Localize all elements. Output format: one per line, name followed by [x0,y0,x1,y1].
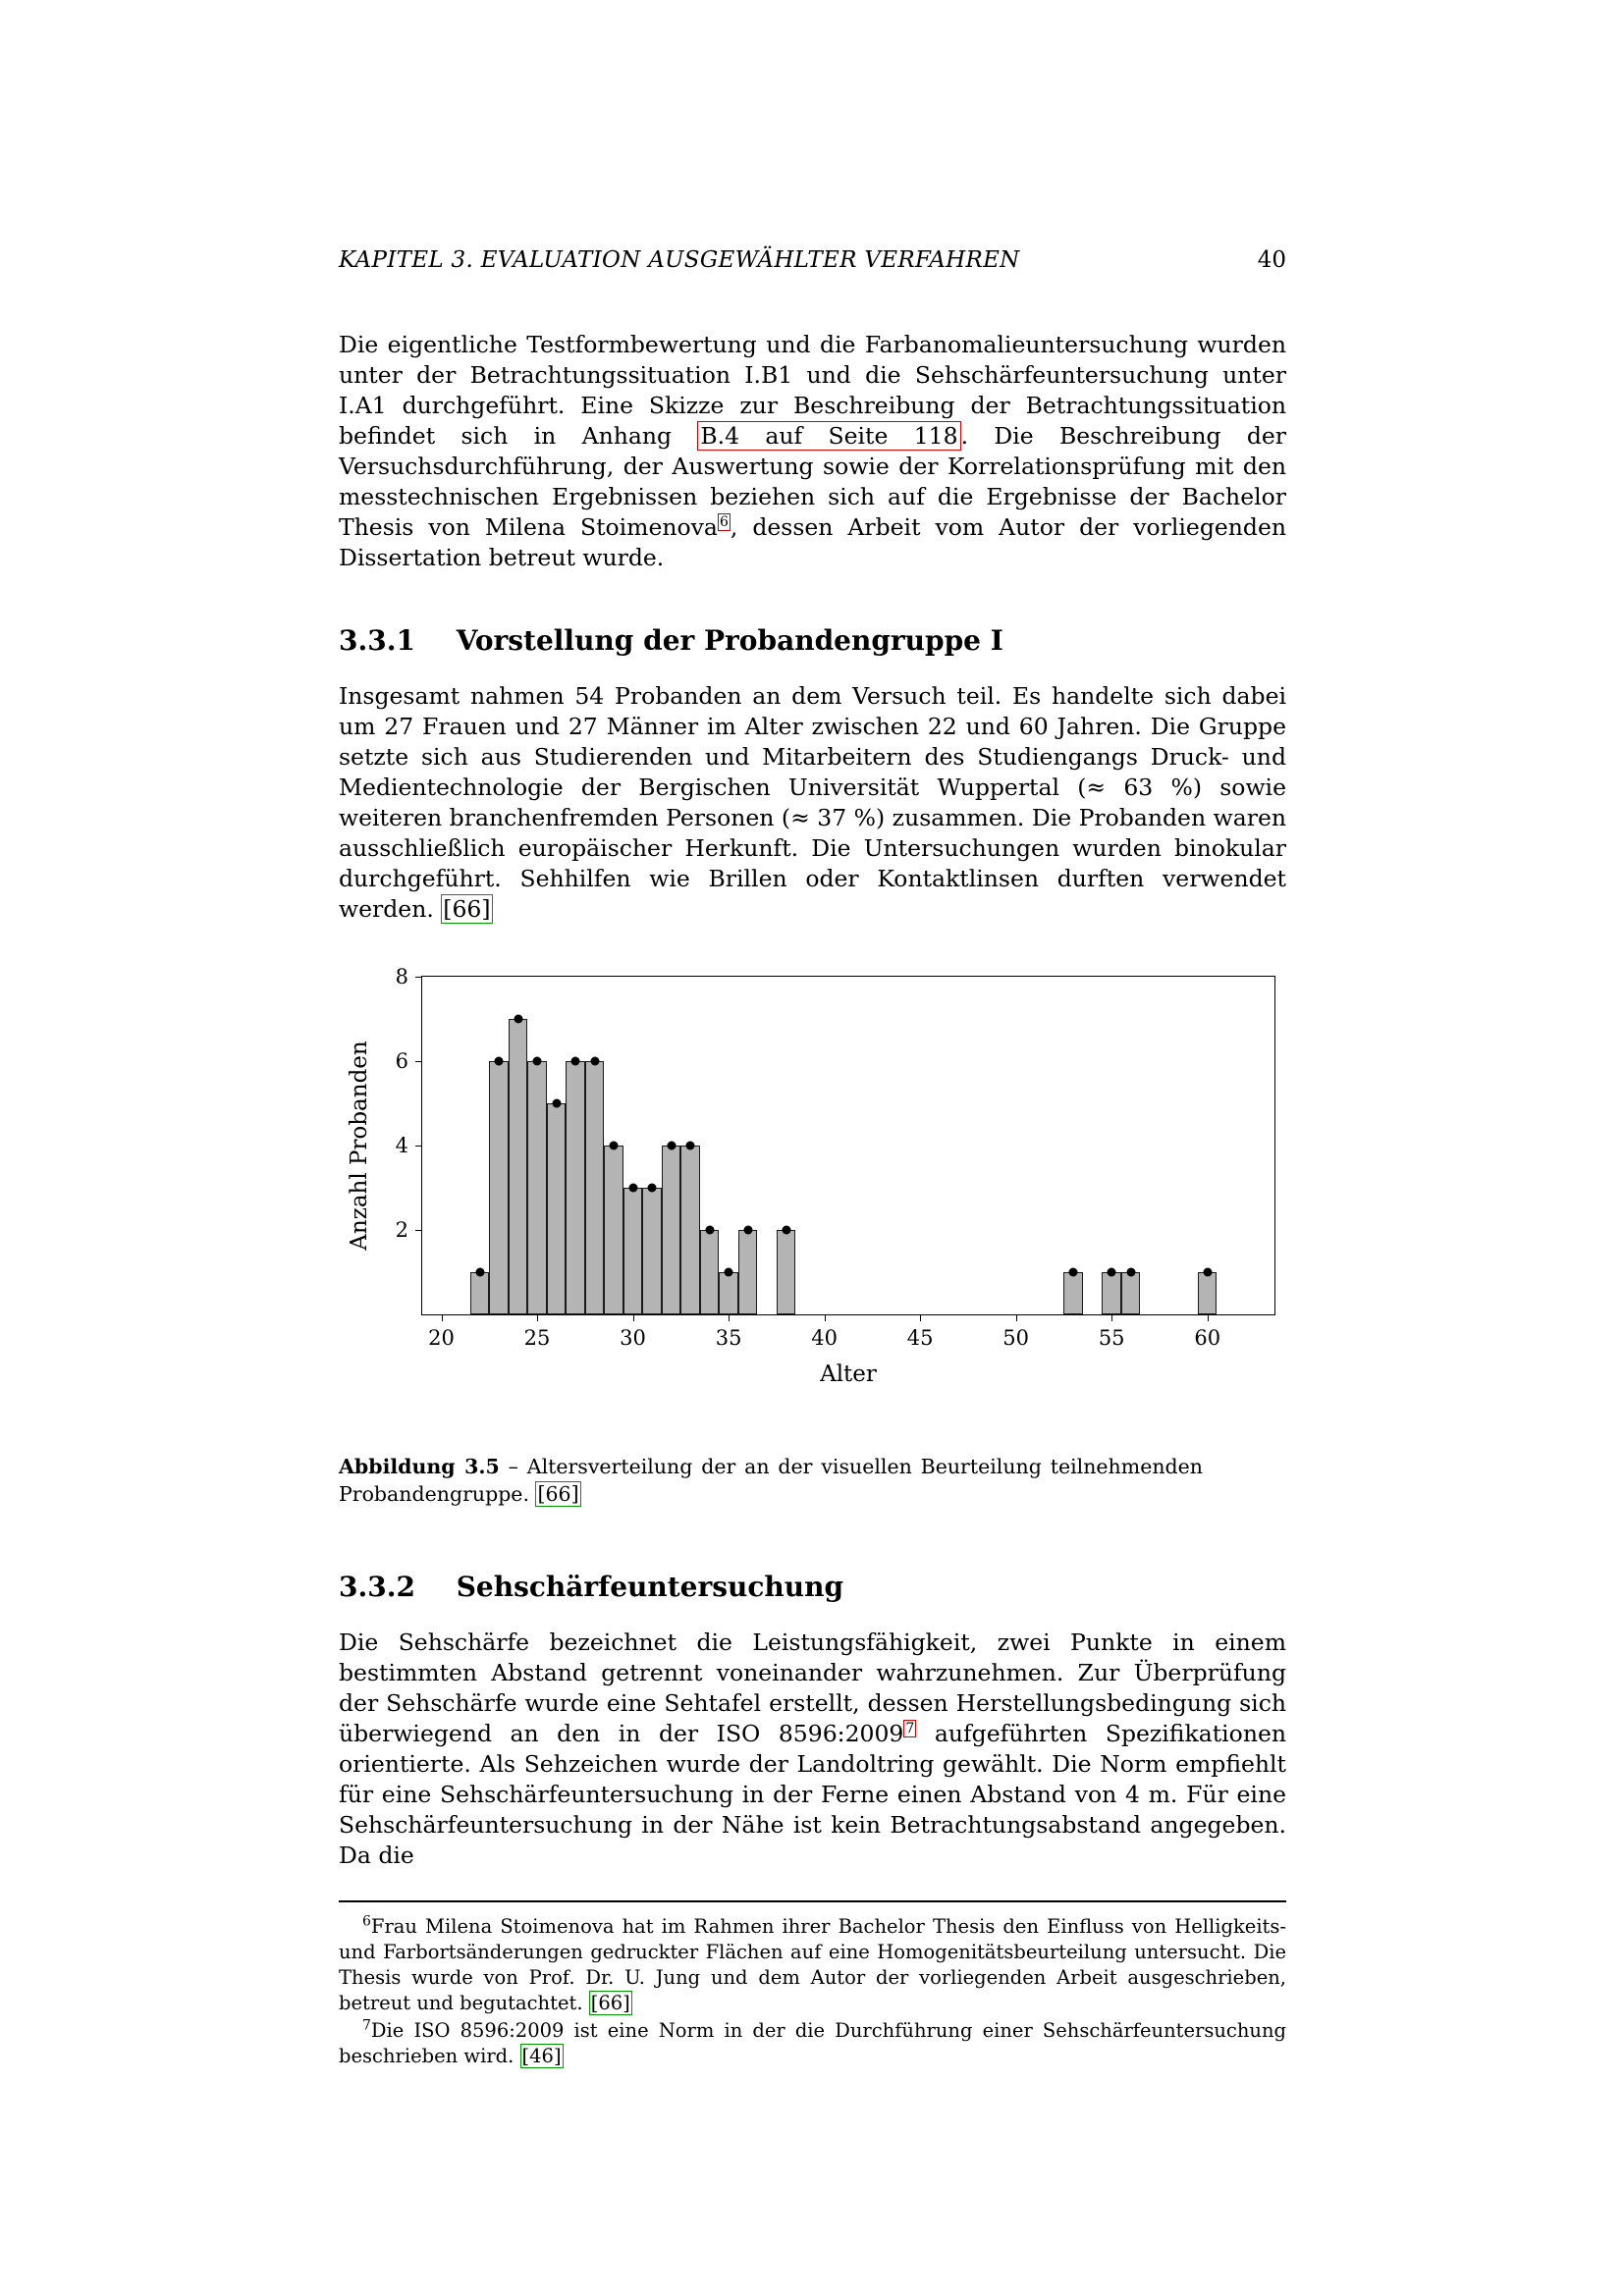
probanden-paragraph [339,681,1286,925]
section-heading-3-3-2 [339,1571,1286,1604]
x-tick-label: 60 [1194,1326,1221,1350]
reference-link[interactable]: [66] [443,895,491,923]
data-point-marker [495,1057,504,1066]
reference-link[interactable]: [66] [537,1482,579,1506]
text-segment: Frau Milena Stoimenova hat im Rahmen ihrer Bachelor Thesis den Einfluss von Helligkeits- und Farbortsänderungen gedruckter Flächen auf eine Homogenitätsbeurteilung untersucht. Die Thesis wurde von Prof. Dr. U. Jung und dem Autor der vorliegenden Arbeit ausgeschrieben, betreut und begutachtet. [339,1915,1286,2014]
x-tick-label: 40 [811,1326,838,1350]
reference-link[interactable]: 6 [719,514,729,531]
data-point-marker [1126,1268,1135,1277]
footnote-6 [339,1914,1286,2016]
data-point-marker [475,1268,484,1277]
x-tick-mark [1016,1314,1017,1321]
reference-link[interactable]: [46] [521,2045,562,2067]
section-title: Vorstellung der Probandengruppe I [456,624,1003,657]
x-tick-label: 30 [620,1326,646,1350]
x-tick-mark [920,1314,921,1321]
x-tick-mark [825,1314,826,1321]
data-point-marker [667,1142,676,1150]
histogram-bar [547,1103,567,1314]
text-segment: 7 [362,2017,371,2034]
page-number: 40 [1257,247,1286,273]
section-number: 3.3.2 [339,1571,415,1603]
histogram-bar [777,1230,796,1314]
data-point-marker [610,1142,619,1150]
x-tick-label: 55 [1098,1326,1125,1350]
histogram-bar [1063,1272,1083,1314]
x-tick-mark [729,1314,730,1321]
y-tick-label: 2 [395,1218,408,1242]
data-point-marker [725,1268,733,1277]
y-tick-label: 8 [395,965,408,988]
section-heading-3-3-1 [339,624,1286,658]
histogram-bar [642,1188,662,1314]
x-tick-label: 50 [1002,1326,1030,1350]
running-header-chapter: KAPITEL 3. EVALUATION AUSGEWÄHLTER VERFAHREN [339,247,1020,273]
text-segment: Abbildung 3.5 [339,1455,500,1478]
y-tick-label: 4 [395,1134,408,1157]
intro-paragraph [339,330,1286,573]
footnote-rule [339,1900,1286,1902]
histogram-bar [623,1188,643,1314]
x-tick-mark [442,1314,443,1321]
y-tick-mark [415,1230,422,1231]
plot-area [347,965,1275,1387]
histogram-bar [585,1061,605,1314]
histogram-bar [509,1019,528,1314]
section-title: Sehschärfeuntersuchung [456,1571,844,1603]
data-point-marker [1203,1268,1212,1277]
reference-link[interactable]: 7 [905,1721,915,1737]
figure-caption [339,1453,1203,1508]
x-tick-mark [1208,1314,1209,1321]
data-point-marker [628,1184,637,1193]
data-point-marker [743,1226,752,1235]
x-tick-mark [633,1314,634,1321]
y-tick-mark [415,1146,422,1147]
data-point-marker [571,1057,580,1066]
x-tick-label: 20 [428,1326,455,1350]
histogram-bar [1198,1272,1218,1314]
text-segment: Die ISO 8596:2009 ist eine Norm in der die Durchführung einer Sehschärfeuntersuchung beschrieben wird. [339,2019,1286,2067]
reference-link[interactable]: B.4 auf Seite 118 [697,421,960,451]
x-tick-label: 45 [906,1326,934,1350]
text-segment: 6 [362,1913,371,1930]
histogram-bar [738,1230,758,1314]
data-point-marker [1108,1268,1116,1277]
data-point-marker [590,1057,599,1066]
histogram-bar [489,1061,509,1314]
data-point-marker [705,1226,714,1235]
text-segment: aufgeführten Spezifikationen orientierte. Als Sehzeichen wurde der Landoltring gewählt. Die Norm empfiehlt für eine Sehschärfeuntersuchung in der Ferne einen Abstand von 4 m. Für eine Sehschärfeuntersuchung in der Nähe ist kein Betrachtungsabstand angegeben. Da die [339,1720,1286,1869]
figure-age-distribution [339,965,1286,1425]
data-point-marker [552,1099,561,1108]
data-point-marker [514,1015,522,1024]
histogram-bar [566,1061,585,1314]
data-point-marker [686,1142,695,1150]
x-tick-mark [537,1314,538,1321]
data-point-marker [782,1226,790,1235]
y-tick-mark [415,977,422,978]
y-axis-label: Anzahl Probanden [347,1041,372,1251]
running-header [339,247,1286,273]
x-tick-label: 35 [715,1326,742,1350]
text-segment: Insgesamt nahmen 54 Probanden an dem Versuch teil. Es handelte sich dabei um 27 Frauen und 27 Männer im Alter zwischen 22 und 60 Jahren. Die Gruppe setzte sich aus Studierenden und Mitarbeitern des Studiengangs Druck- und Medientechnologie der Bergischen Universität Wuppertal (≈ 63 %) sowie weiteren branchenfremden Personen (≈ 37 %) zusammen. Die Probanden waren ausschließlich europäischer Herkunft. Die Untersuchungen wurden binokular durchgeführt. Sehhilfen wie Brillen oder Kontaktlinsen durften verwendet werden. [339,682,1286,923]
x-tick-label: 25 [523,1326,551,1350]
text-segment: Die eigentliche Testformbewertung und die Farbanomalieuntersuchung wurden unter der Betrachtungssituation I.B1 und die Sehschärfeuntersuchung unter I.A1 durchgeführt. Eine Skizze zur Beschreibung der Betrachtungssituation befindet sich in Anhang [339,331,1286,450]
histogram-bar [604,1146,623,1314]
reference-link[interactable]: [66] [590,1992,630,2014]
data-point-marker [533,1057,542,1066]
histogram-bar [680,1146,700,1314]
histogram-bar [1102,1272,1121,1314]
histogram-bar [700,1230,720,1314]
x-tick-mark [1111,1314,1112,1321]
histogram-bar [1121,1272,1141,1314]
histogram-bar [662,1146,681,1314]
data-point-marker [648,1184,657,1193]
sehschaerfe-paragraph [339,1628,1286,1871]
x-axis-label: Alter [820,1362,877,1387]
footnote-7 [339,2018,1286,2069]
histogram-bar [719,1272,738,1314]
text-segment: , dessen Arbeit vom Autor der vorliegenden Dissertation betreut wurde. [339,513,1287,571]
data-point-marker [1069,1268,1078,1277]
histogram-bar [527,1061,547,1314]
y-tick-label: 6 [395,1049,408,1073]
text-segment: . Die Beschreibung der Versuchsdurchführung, der Auswertung sowie der Korrelationsprüfung mit den messtechnischen Ergebnissen beziehen sich auf die Ergebnisse der Bachelor Thesis von Milena Stoimenova [339,422,1287,541]
histogram-bar [470,1272,490,1314]
text-segment: – Altersverteilung der an der visuellen Beurteilung teilnehmenden Probandengruppe. [339,1455,1203,1506]
text-column [339,0,1286,2071]
y-tick-mark [415,1061,422,1062]
text-segment: Die Sehschärfe bezeichnet die Leistungsfähigkeit, zwei Punkte in einem bestimmten Abstand getrennt voneinander wahrzunehmen. Zur Überprüfung der Sehschärfe wurde eine Sehtafel erstellt, dessen Herstellungsbedingung sich überwiegend an den in der ISO 8596:2009 [339,1629,1286,1747]
section-number: 3.3.1 [339,624,415,657]
